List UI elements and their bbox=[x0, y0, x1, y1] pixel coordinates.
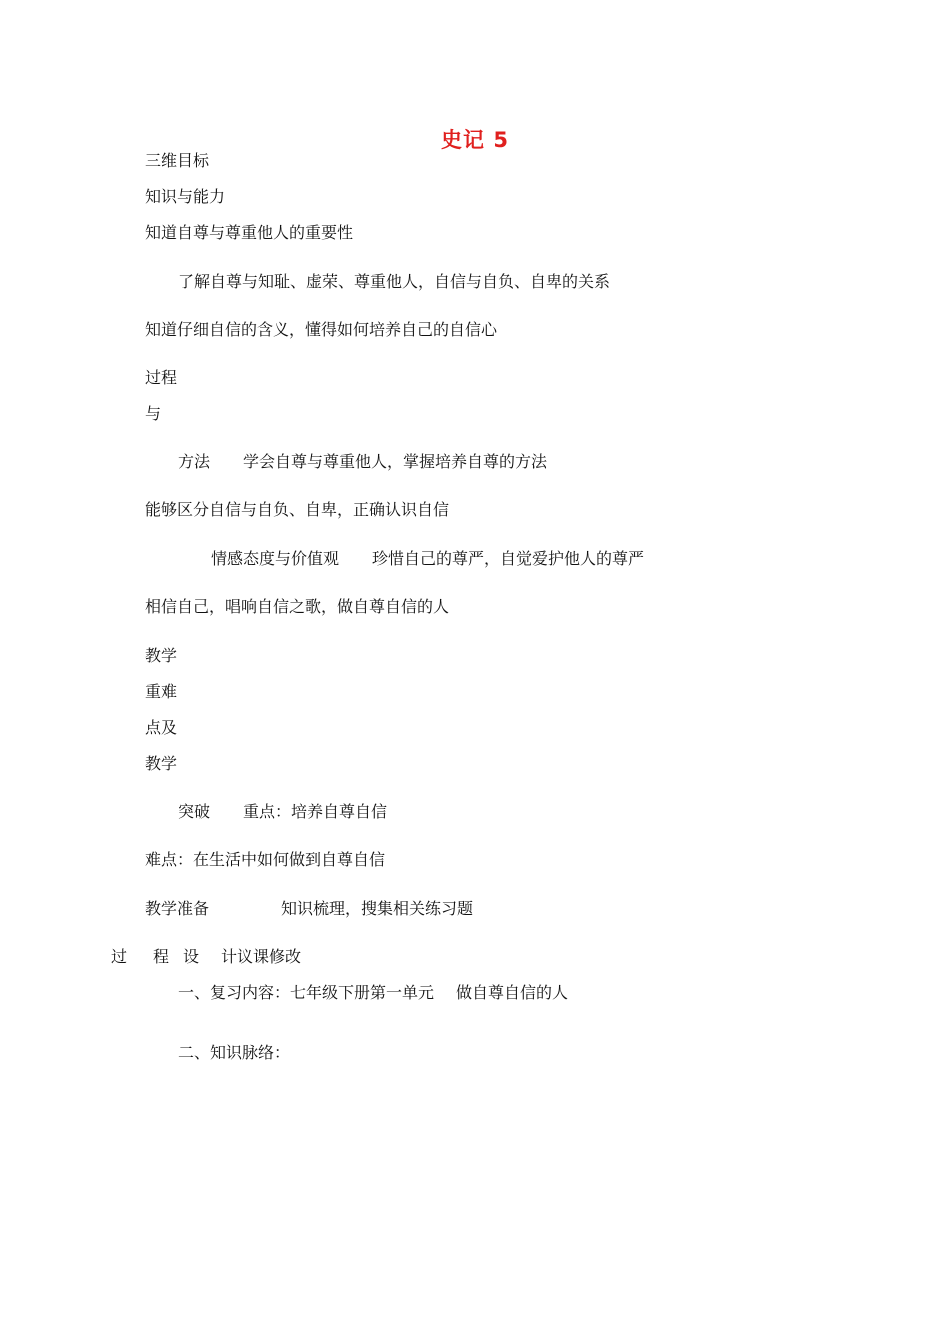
text-emotion-2: 相信自己，唱响自信之歌，做自尊自信的人 bbox=[145, 597, 450, 616]
text-and: 与 bbox=[145, 404, 162, 423]
text-emotion-label: 情感态度与价值观 bbox=[211, 549, 340, 568]
text-teaching-1: 教学 bbox=[145, 646, 178, 665]
text-goal-2: 了解自尊与知耻、虚荣、尊重他人，自信与自负、自卑的关系 bbox=[178, 272, 611, 291]
document-title: 史记 5 bbox=[441, 128, 509, 152]
text-process-char-1: 过 bbox=[111, 947, 128, 966]
text-preparation-label: 教学准备 bbox=[145, 899, 210, 918]
text-process-design-row bbox=[111, 947, 301, 967]
text-review-row bbox=[178, 983, 568, 1003]
text-method-2: 能够区分自信与自负、自卑，正确认识自信 bbox=[145, 500, 450, 519]
text-review-label: 一、复习内容：七年级下册第一单元 bbox=[178, 983, 435, 1002]
text-breakthrough-label: 突破 bbox=[178, 802, 211, 821]
text-emotion-content: 珍惜自己的尊严，自觉爱护他人的尊严 bbox=[372, 549, 645, 568]
text-three-dimensional-goals: 三维目标 bbox=[145, 151, 210, 170]
text-teaching-2: 教学 bbox=[145, 754, 178, 773]
text-process-char-3: 设 bbox=[183, 947, 200, 966]
text-key-difficult: 重难 bbox=[145, 682, 178, 701]
text-process: 过程 bbox=[145, 368, 178, 387]
text-revision: 计议课修改 bbox=[221, 947, 302, 966]
text-difficult-point: 难点：在生活中如何做到自尊自信 bbox=[145, 850, 386, 869]
text-knowledge-ability: 知识与能力 bbox=[145, 187, 226, 206]
text-preparation-content: 知识梳理，搜集相关练习题 bbox=[281, 899, 474, 918]
text-knowledge-outline: 二、知识脉络： bbox=[178, 1043, 291, 1062]
text-goal-1: 知道自尊与尊重他人的重要性 bbox=[145, 223, 354, 242]
text-emotion-row bbox=[211, 549, 644, 569]
text-method-label: 方法 bbox=[178, 452, 211, 471]
text-preparation-row bbox=[145, 899, 473, 919]
text-breakthrough-row bbox=[178, 802, 387, 822]
text-goal-3: 知道仔细自信的含义，懂得如何培养自己的自信心 bbox=[145, 320, 498, 339]
text-points-and: 点及 bbox=[145, 718, 178, 737]
text-key-point: 重点：培养自尊自信 bbox=[243, 802, 388, 821]
text-method-row bbox=[178, 452, 547, 472]
text-process-char-2: 程 bbox=[153, 947, 170, 966]
text-method-content: 学会自尊与尊重他人，掌握培养自尊的方法 bbox=[243, 452, 548, 471]
text-review-unit: 做自尊自信的人 bbox=[456, 983, 569, 1002]
